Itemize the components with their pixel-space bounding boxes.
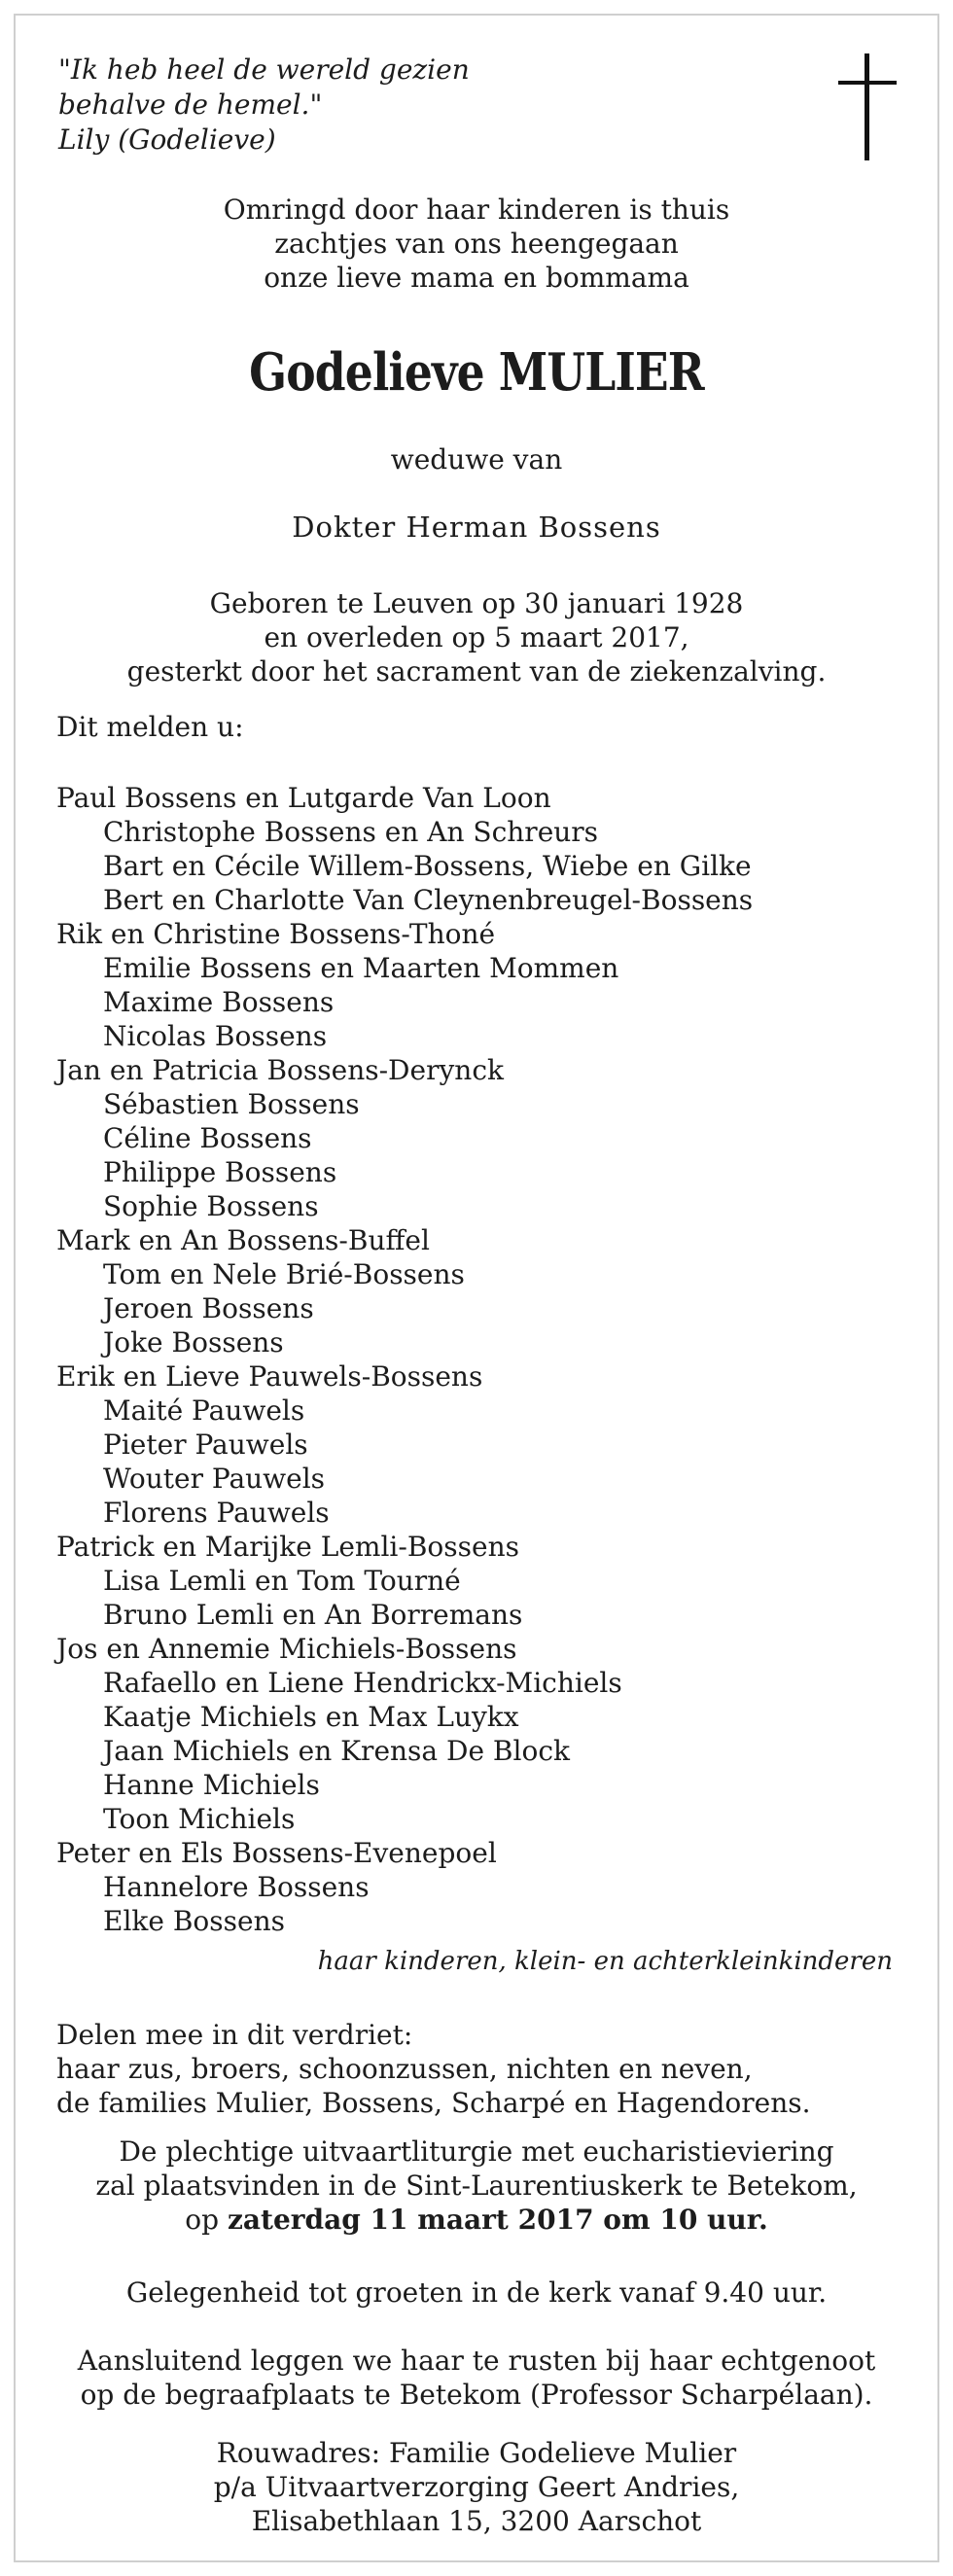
family-line: Hanne Michiels: [103, 1769, 320, 1801]
family-line: Philippe Bossens: [103, 1156, 337, 1188]
family-line: Bart en Cécile Willem-Bossens, Wiebe en Gilke: [103, 850, 752, 882]
family-line: Hannelore Bossens: [103, 1871, 370, 1903]
family-line: Paul Bossens en Lutgarde Van Loon: [56, 782, 551, 814]
announce-label: Dit melden u:: [56, 711, 244, 743]
family-line: Lisa Lemli en Tom Tourné: [103, 1565, 461, 1597]
intro-line: zachtjes van ons heengegaan: [274, 228, 679, 260]
sharers-text: [56, 2018, 811, 2120]
family-list: [56, 781, 753, 1938]
family-line: Tom en Nele Brié-Bossens: [103, 1258, 465, 1290]
family-line: Elke Bossens: [103, 1905, 285, 1937]
greeting-text: Gelegenheid tot groeten in de kerk vanaf 9.40 uur.: [125, 2276, 828, 2309]
family-line: Rik en Christine Bossens-Thoné: [56, 918, 496, 950]
cross-icon: [838, 53, 897, 160]
liturgy-date: zaterdag 11 maart 2017 om 10 uur.: [227, 2204, 768, 2236]
liturgy-line: De plechtige uitvaartliturgie met eucharistieviering: [119, 2135, 834, 2168]
widow-of-label: weduwe van: [390, 443, 563, 476]
intro-line: Omringd door haar kinderen is thuis: [223, 194, 730, 226]
family-line: Maité Pauwels: [103, 1394, 305, 1427]
liturgy-date-line: [19, 2203, 934, 2237]
birth-line: en overleden op 5 maart 2017,: [264, 621, 689, 653]
birth-line: gesterkt door het sacrament van de ziekenzalving.: [126, 655, 827, 688]
family-line: Mark en An Bossens-Buffel: [56, 1224, 430, 1256]
family-line: Rafaello en Liene Hendrickx-Michiels: [103, 1667, 622, 1699]
address-line: Rouwadres: Familie Godelieve Mulier: [216, 2437, 737, 2469]
quote-line: behalve de hemel.": [58, 88, 323, 121]
birth-line: Geboren te Leuven op 30 januari 1928: [209, 587, 744, 619]
sharers-line: de families Mulier, Bossens, Scharpé en Hagendorens.: [56, 2087, 811, 2119]
family-line: Bert en Charlotte Van Cleynenbreugel-Bossens: [103, 884, 754, 916]
quote-author: Lily (Godelieve): [58, 124, 276, 156]
liturgy-line: zal plaatsvinden in de Sint-Laurentiuskerk te Betekom,: [95, 2170, 858, 2202]
burial-line: op de begraafplaats te Betekom (Professor Scharpélaan).: [80, 2379, 873, 2411]
quote-line: "Ik heb heel de wereld gezien: [58, 53, 470, 86]
deceased-name: Godelieve MULIER: [249, 342, 704, 403]
address-text: [19, 2436, 934, 2538]
burial-line: Aansluitend leggen we haar te rusten bij haar echtgenoot: [77, 2345, 876, 2377]
quote: [58, 53, 470, 158]
family-line: Peter en Els Bossens-Evenepoel: [56, 1837, 497, 1869]
burial-text: [19, 2344, 934, 2412]
intro-line: onze lieve mama en bommama: [264, 262, 689, 294]
intro-text: [19, 193, 934, 295]
address-line: p/a Uitvaartverzorging Geert Andries,: [213, 2471, 740, 2503]
family-line: Emilie Bossens en Maarten Mommen: [103, 952, 619, 984]
family-line: Sébastien Bossens: [103, 1088, 360, 1120]
husband-name: Dokter Herman Bossens: [292, 511, 661, 544]
family-line: Patrick en Marijke Lemli-Bossens: [56, 1531, 519, 1563]
family-line: Jos en Annemie Michiels-Bossens: [56, 1633, 517, 1665]
family-line: Joke Bossens: [103, 1326, 284, 1359]
family-line: Kaatje Michiels en Max Luykx: [103, 1701, 519, 1733]
family-line: Jeroen Bossens: [103, 1292, 314, 1324]
sharers-line: haar zus, broers, schoonzussen, nichten en neven,: [56, 2053, 753, 2085]
family-line: Christophe Bossens en An Schreurs: [103, 816, 599, 848]
family-line: Nicolas Bossens: [103, 1020, 328, 1052]
family-line: Sophie Bossens: [103, 1190, 319, 1222]
family-line: Pieter Pauwels: [103, 1429, 308, 1461]
family-line: Wouter Pauwels: [103, 1463, 326, 1495]
family-line: Erik en Lieve Pauwels-Bossens: [56, 1360, 483, 1393]
family-line: Jan en Patricia Bossens-Derynck: [56, 1054, 504, 1086]
liturgy-date-prefix: op: [185, 2204, 220, 2236]
family-line: Toon Michiels: [103, 1803, 296, 1835]
sharers-line: Delen mee in dit verdriet:: [56, 2019, 413, 2051]
liturgy-text: [19, 2135, 934, 2237]
address-line: Elisabethlaan 15, 3200 Aarschot: [251, 2505, 702, 2537]
family-line: Bruno Lemli en An Borremans: [103, 1599, 523, 1631]
family-line: Maxime Bossens: [103, 986, 335, 1018]
family-signature: haar kinderen, klein- en achterkleinkinderen: [317, 1947, 893, 1976]
family-line: Jaan Michiels en Krensa De Block: [103, 1735, 570, 1767]
birth-death-text: [19, 586, 934, 688]
family-line: Céline Bossens: [103, 1122, 312, 1154]
family-line: Florens Pauwels: [103, 1497, 330, 1529]
